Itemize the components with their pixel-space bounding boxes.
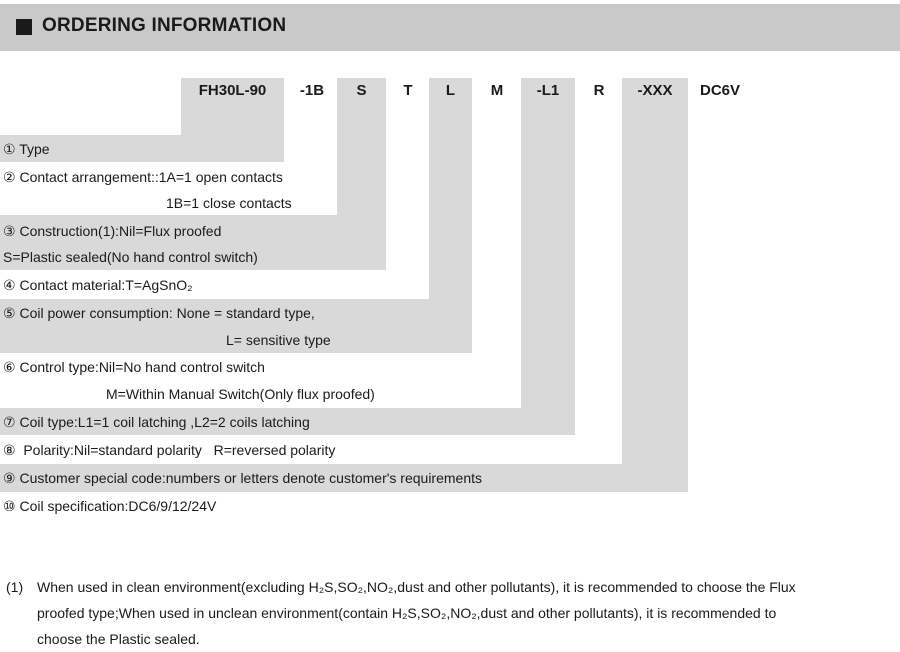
bar-code-l1: [521, 78, 575, 435]
row-index: ⑨: [3, 470, 16, 486]
row-coil-spec: [3, 497, 216, 515]
code-customer: -XXX: [637, 82, 673, 99]
footnote: [6, 574, 850, 652]
footnote-line: choose the Plastic sealed.: [37, 631, 200, 647]
code-polarity: R: [593, 82, 605, 99]
footnote-line: When used in clean environment(excluding H₂S,SO₂,NO₂,dust and other pollutants), it is recommended to choose the Flux: [37, 579, 796, 595]
row-type: [3, 140, 50, 158]
row-text: Control type:Nil=No hand control switch: [19, 359, 265, 375]
code-construction: S: [356, 82, 367, 99]
row-construction-cont: [3, 248, 258, 266]
row-text: M=Within Manual Switch(Only flux proofed): [106, 386, 375, 402]
row-polarity: [3, 441, 335, 459]
row-text: Polarity:Nil=standard polarity R=reversed polarity: [19, 442, 336, 458]
row-index: ②: [3, 169, 16, 185]
row-index: ⑤: [3, 305, 16, 321]
row-contact-arrangement: [3, 168, 283, 186]
row-coil-type: [3, 413, 310, 431]
row-text: Customer special code:numbers or letters denote customer's requirements: [19, 470, 482, 486]
bar-code-xxx: [622, 78, 688, 492]
row-index: ①: [3, 141, 16, 157]
row-text: S=Plastic sealed(No hand control switch): [3, 249, 258, 265]
bar-code-l: [429, 78, 472, 353]
row-text: Coil specification:DC6/9/12/24V: [19, 498, 217, 514]
row-index: ⑥: [3, 359, 16, 375]
code-coil-type: -L1: [536, 82, 560, 99]
row-index: ⑧: [3, 442, 16, 458]
row-text: 1B=1 close contacts: [166, 195, 292, 211]
row-text: Contact material:T=AgSnO₂: [19, 277, 193, 293]
row-customer-code: [3, 469, 482, 487]
code-coil-power: L: [445, 82, 456, 99]
row-contact-arrangement-cont: [166, 194, 292, 212]
row-text: Construction(1):Nil=Flux proofed: [19, 223, 222, 239]
row-contact-material: [3, 276, 193, 294]
code-contact-arrangement: -1B: [299, 82, 325, 99]
row-construction: [3, 222, 221, 240]
code-type: FH30L-90: [198, 82, 267, 99]
footnote-line: proofed type;When used in unclean environment(contain H₂S,SO₂,NO₂,dust and other pollutants), it is recommended to: [37, 605, 777, 621]
code-control-type: M: [490, 82, 504, 99]
row-coil-power: [3, 304, 315, 322]
row-index: ④: [3, 277, 16, 293]
section-title: ORDERING INFORMATION: [42, 15, 287, 36]
code-contact-material: T: [403, 82, 413, 99]
row-text: Coil type:L1=1 coil latching ,L2=2 coils latching: [19, 414, 310, 430]
footnote-text: [37, 574, 850, 652]
square-bullet-icon: [16, 19, 32, 35]
code-coil-spec: DC6V: [699, 82, 740, 99]
section-header: [0, 4, 900, 51]
bar-code-s: [337, 78, 386, 270]
footnote-number: (1): [6, 579, 24, 595]
row-coil-power-cont: [226, 331, 331, 349]
row-text: Contact arrangement::1A=1 open contacts: [19, 169, 283, 185]
row-control-type-cont: [106, 385, 375, 403]
row-index: ⑦: [3, 414, 16, 430]
row-text: L= sensitive type: [226, 332, 331, 348]
row-text: Type: [19, 141, 50, 157]
row-index: ③: [3, 223, 16, 239]
row-index: ⑩: [3, 498, 16, 514]
row-text: Coil power consumption: None = standard type,: [19, 305, 315, 321]
row-control-type: [3, 358, 265, 376]
